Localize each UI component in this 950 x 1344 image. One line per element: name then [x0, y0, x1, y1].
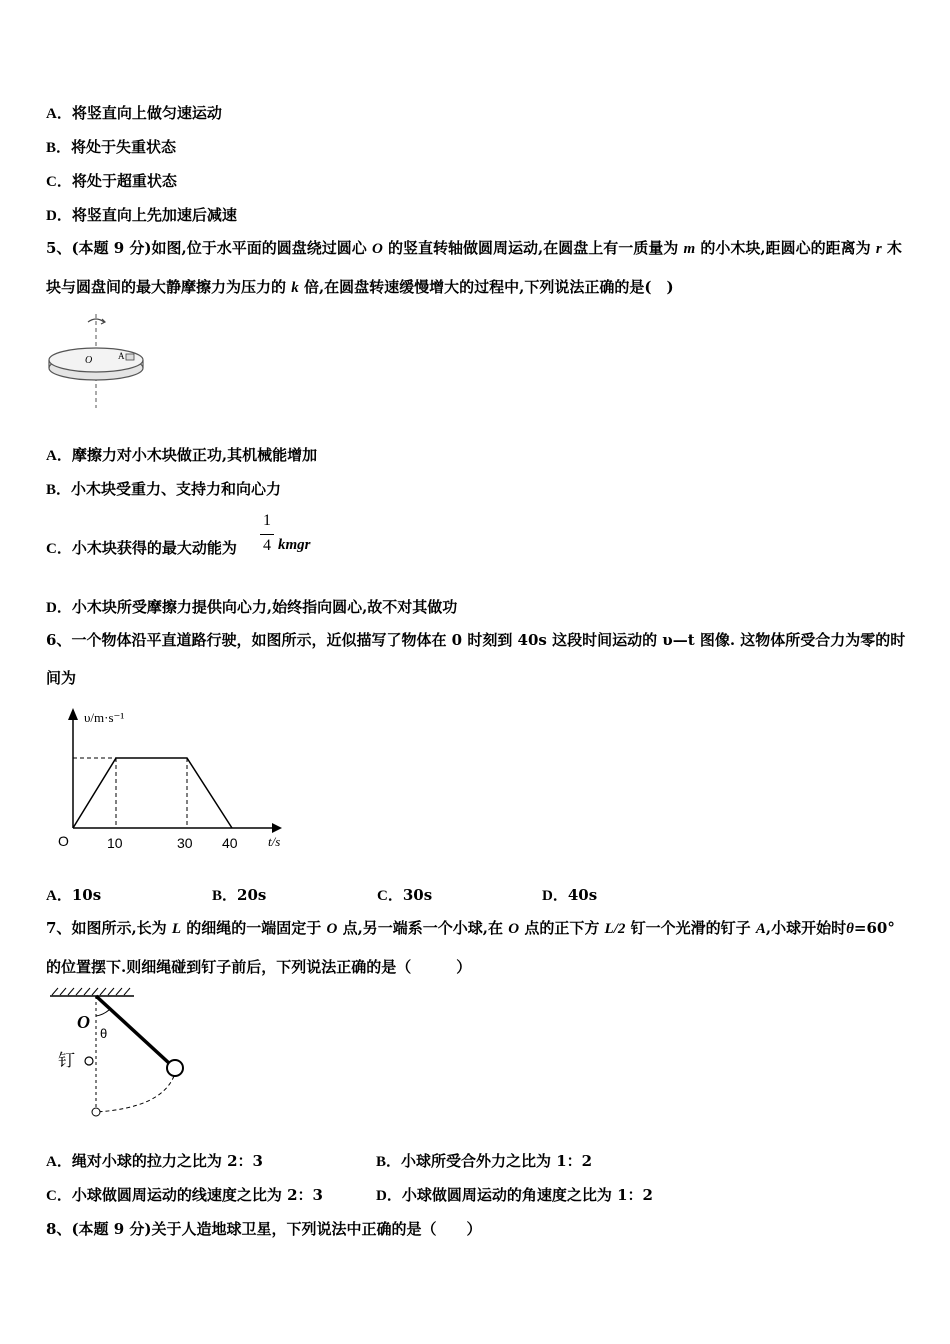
q6-option-d: D．40s [542, 886, 598, 904]
ceiling-hatching [52, 988, 130, 995]
q8-stem: 8、(本题 9 分)关于人造地球卫星，下列说法中正确的是（ ） [46, 1220, 482, 1238]
q4-option-b: B．将处于失重状态 [46, 138, 177, 156]
ball [167, 1060, 183, 1076]
t-axis-arrow [272, 823, 282, 833]
v-axis-label: υ/m·s⁻¹ [84, 710, 125, 725]
tick-30: 30 [177, 835, 193, 851]
v-axis-arrow [68, 708, 78, 720]
rotating-disk-figure [46, 310, 146, 410]
angle-arc [96, 1010, 109, 1016]
t-axis-label: t/s [268, 834, 281, 849]
q7-option-b: B．小球所受合外力之比为 1：2 [376, 1152, 593, 1170]
q6-option-a: A．10s [46, 886, 102, 904]
nail-label: 钉 [58, 1051, 75, 1071]
q7-option-d: D．小球做圆周运动的角速度之比为 1：2 [376, 1186, 653, 1204]
swing-arc [96, 1076, 174, 1112]
pivot-label: O [77, 1012, 90, 1032]
wood-block [126, 354, 134, 360]
pendulum-figure [46, 986, 216, 1120]
q4-option-d: D．将竖直向上先加速后减速 [46, 206, 237, 224]
block-label: A [118, 351, 125, 361]
tick-40: 40 [222, 835, 238, 851]
theta-label: θ [100, 1026, 108, 1041]
disk-center-label: O [85, 355, 93, 366]
q6-option-b: B．20s [212, 886, 267, 904]
q4-option-c: C．将处于超重状态 [46, 172, 177, 190]
vt-graph [50, 704, 290, 856]
q5-option-d: D．小木块所受摩擦力提供向心力,始终指向圆心,故不对其做功 [46, 598, 458, 616]
q5-option-a: A．摩擦力对小木块做正功,其机械能增加 [46, 446, 318, 464]
q5-option-b: B．小木块受重力、支持力和向心力 [46, 480, 282, 498]
ball-lowest-position [92, 1108, 100, 1116]
q7-option-a: A．绳对小球的拉力之比为 2：3 [46, 1152, 263, 1170]
tick-10: 10 [107, 835, 123, 851]
q5-option-c: C．小木块获得的最大动能为 [46, 539, 237, 557]
q6-stem: 6、一个物体沿平直道路行驶，如图所示，近似描写了物体在 0 时刻到 40s 这段时间运动的 υ—t 图像. 这物体所受合力为零的时间为 [46, 631, 906, 687]
q7-option-c: C．小球做圆周运动的线速度之比为 2：3 [46, 1186, 323, 1204]
nail [85, 1057, 93, 1065]
q4-option-a: A．将竖直向上做匀速运动 [46, 104, 222, 122]
q5-stem: 5、(本题 9 分)如图,位于水平面的圆盘绕过圆心 O 的竖直转轴做圆周运动,在圆盘上有一质量为 m 的小木块,距圆心的距离为 r 木块与圆盘间的最大静摩擦力为压力的 k 倍,在圆盘转速缓慢增大的过程中,下列说法正确的是( ) [46, 239, 902, 296]
origin-label: O [58, 833, 69, 849]
q6-option-c: C．30s [377, 886, 433, 904]
kmgr-expression: kmgr [278, 537, 311, 553]
velocity-curve [73, 758, 232, 828]
q7-stem: 7、如图所示,长为 L 的细绳的一端固定于 O 点,另一端系一个小球,在 O 点的正下方 L/2 钉一个光滑的钉子 A,小球开始时θ=60°的位置摆下.则细绳碰到钉子前后，下列说法正确的是（ ） [46, 919, 895, 976]
fraction-one-quarter: 1 4 [260, 512, 274, 555]
